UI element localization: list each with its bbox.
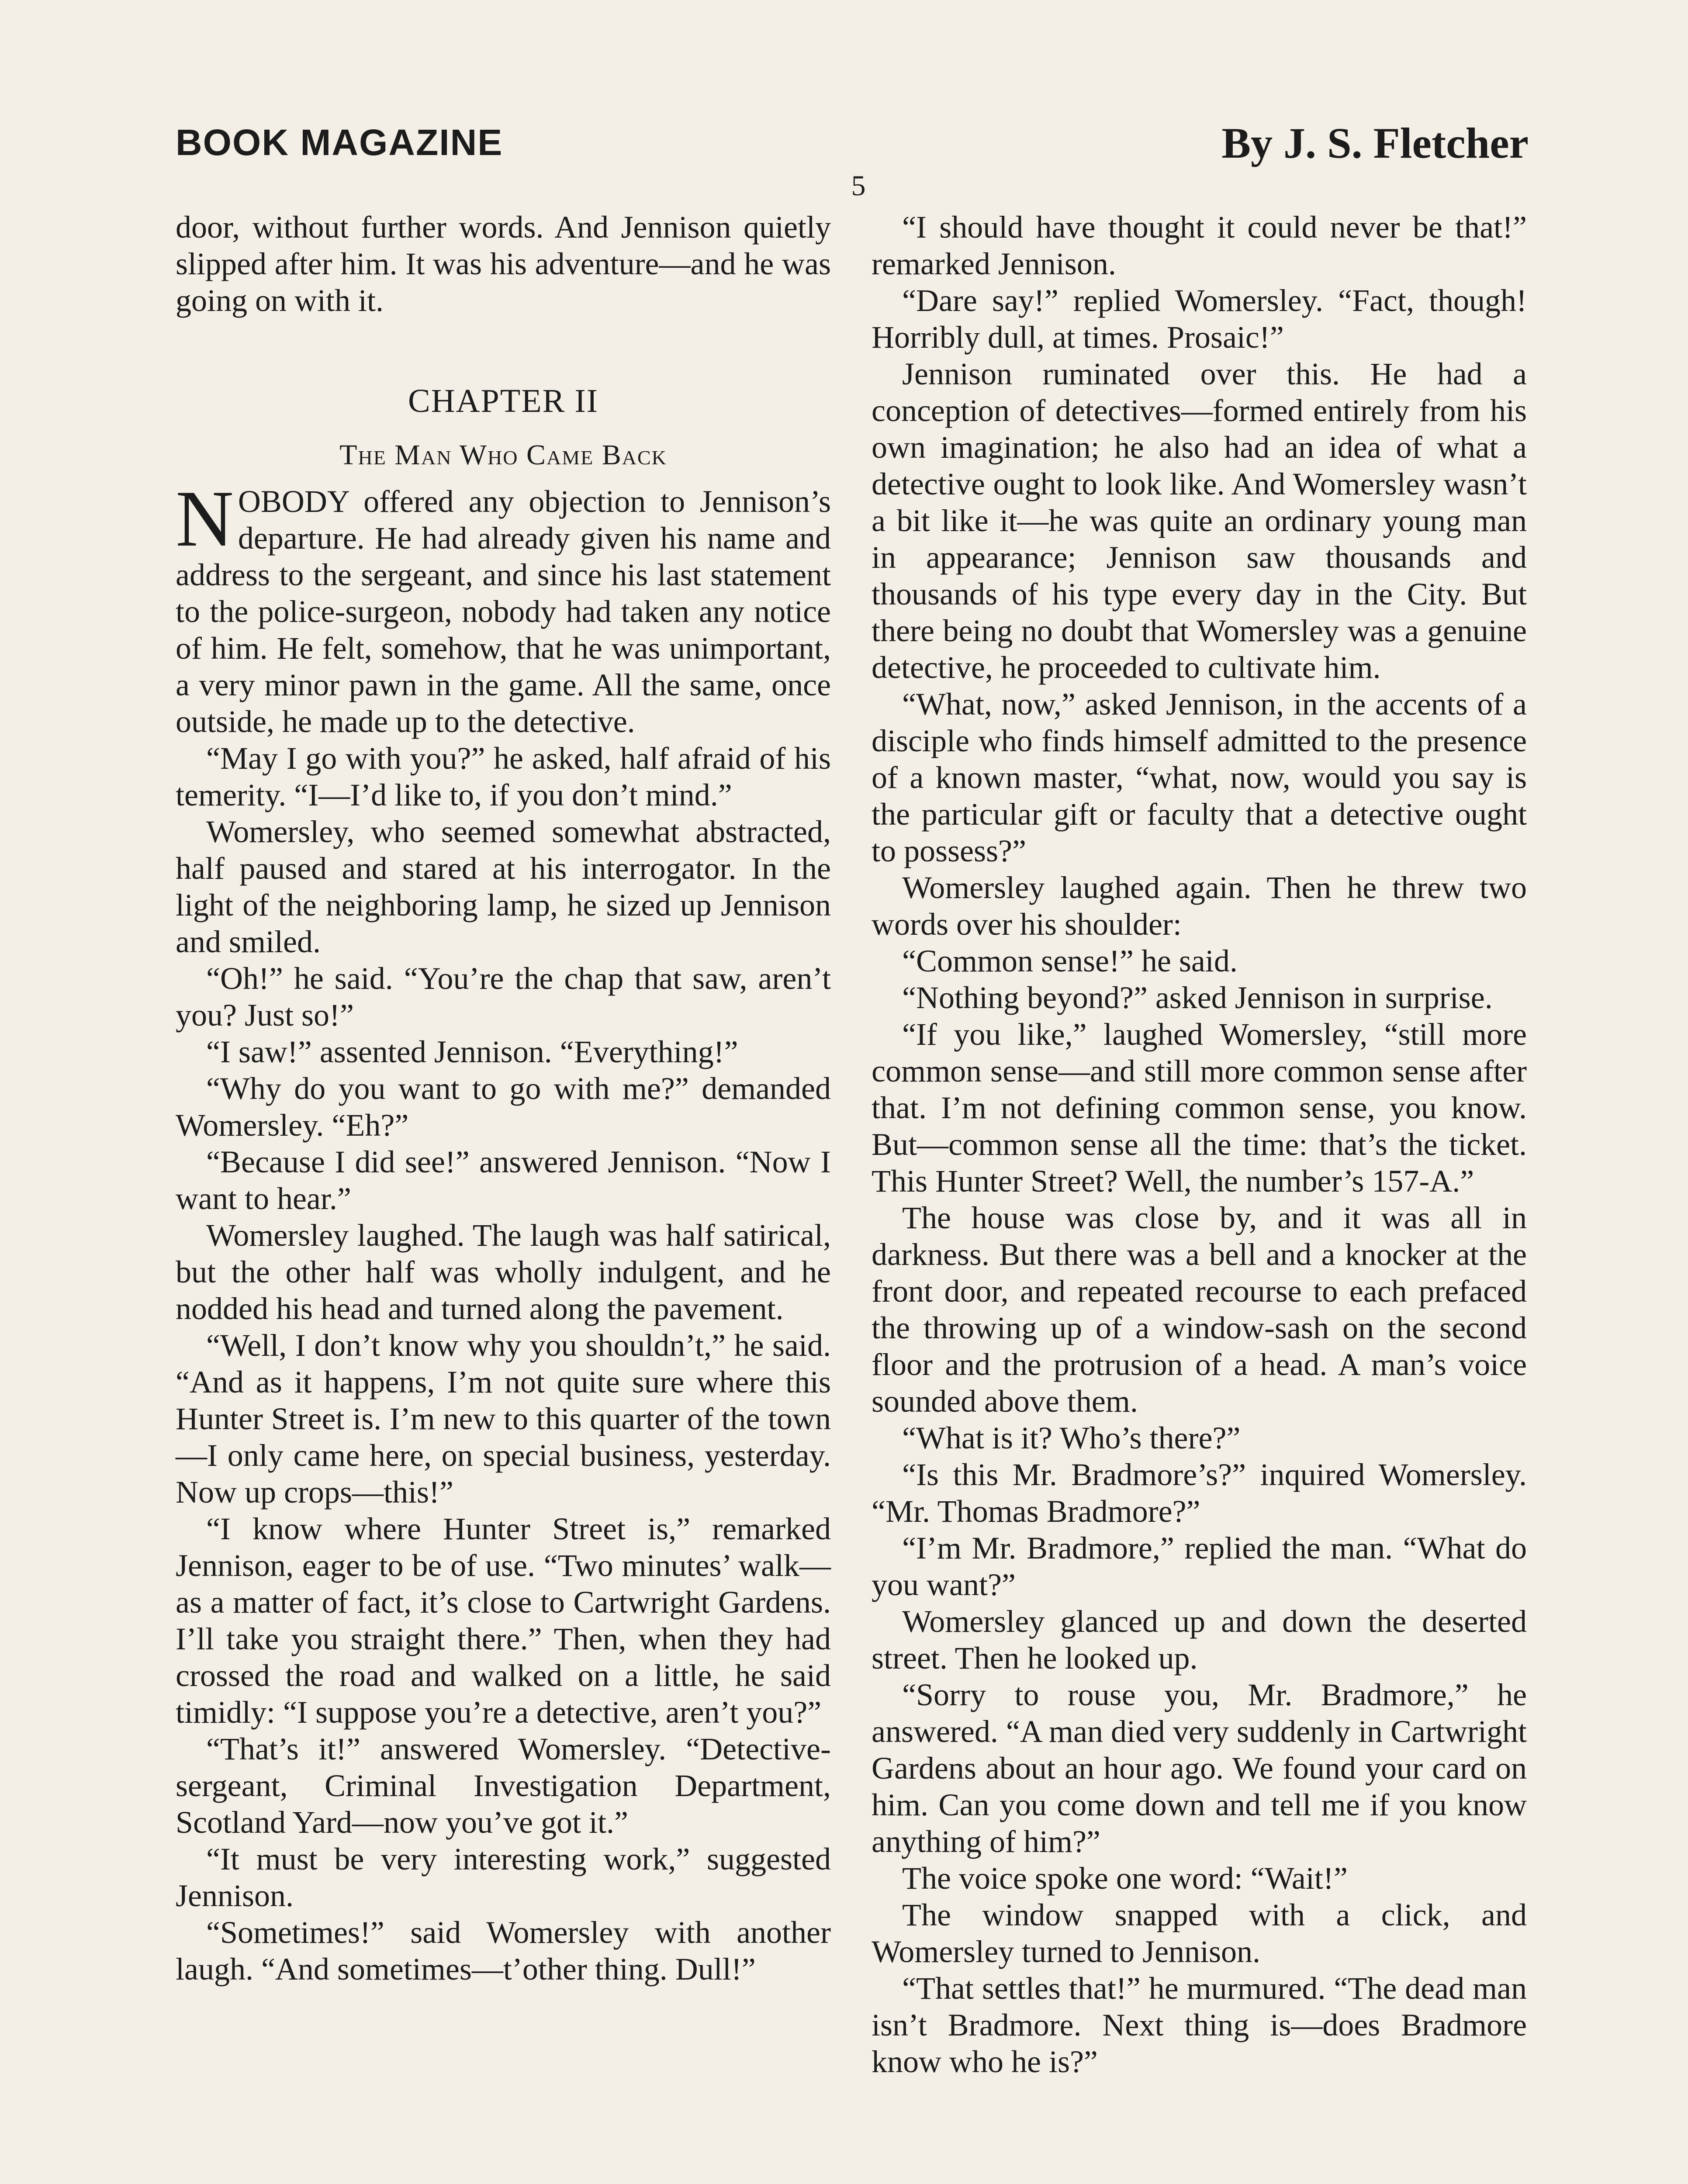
paragraph: Womersley laughed again. Then he threw two words over his shoulder: <box>872 870 1527 942</box>
paragraph: “May I go with you?” he asked, half afraid of his temerity. “I—I’d like to, if you don’t mind.” <box>176 741 831 812</box>
paragraph: “Because I did see!” answered Jennison. “Now I want to hear.” <box>176 1144 831 1216</box>
paragraph: Womersley, who seemed somewhat abstracted, half paused and stared at his interrogator. In the light of the neighboring lamp, he sized up Jennison and smiled. <box>176 814 831 959</box>
paragraph: “Nothing beyond?” asked Jennison in surprise. <box>902 980 1493 1015</box>
paragraph: “Sometimes!” said Womersley with another laugh. “And sometimes—t’other thing. Dull!” <box>176 1915 831 1987</box>
paragraph: “That settles that!” he murmured. “The dead man isn’t Bradmore. Next thing is—does Bradmore know who he is?” <box>872 1971 1527 2079</box>
paragraph: “Why do you want to go with me?” demanded Womersley. “Eh?” <box>176 1071 831 1143</box>
paragraph: “I’m Mr. Bradmore,” replied the man. “What do you want?” <box>872 1531 1527 1602</box>
opening-text: OBODY offered any objection to Jennison’s departure. He had already given his name and address to the sergeant, and since his last statement to the police-surgeon, nobody had taken any notice of him. He felt, somehow, that he was unimportant, a very minor pawn in the game. All the same, once outside, he made up to the detective. <box>176 484 831 739</box>
magazine-title: BOOK MAGAZINE <box>176 122 503 163</box>
chapter-title: The Man Who Came Back <box>339 439 667 471</box>
left-column <box>176 209 831 1987</box>
paragraph: “What, now,” asked Jennison, in the accents of a disciple who finds himself admitted to the presence of a known master, “what, now, would you say is the particular gift or faculty that a detective ought to possess?” <box>872 687 1527 868</box>
paragraph: “Is this Mr. Bradmore’s?” inquired Womersley. “Mr. Thomas Bradmore?” <box>872 1457 1527 1529</box>
paragraph: The window snapped with a click, and Womersley turned to Jennison. <box>872 1897 1527 1969</box>
paragraph: “If you like,” laughed Womersley, “still more common sense—and still more common sense after that. I’m not defining common sense, you know. But—common sense all the time: that’s the ticket. This Hunter Street? Well, the number’s 157-A.” <box>872 1017 1527 1199</box>
paragraph: “Common sense!” he said. <box>902 943 1238 978</box>
page-number: 5 <box>851 170 866 202</box>
paragraph: “I should have thought it could never be that!” remarked Jennison. <box>872 210 1527 281</box>
paragraph: Womersley glanced up and down the deserted street. Then he looked up. <box>872 1604 1527 1676</box>
paragraph: The voice spoke one word: “Wait!” <box>902 1861 1348 1896</box>
paragraph: The house was close by, and it was all in darkness. But there was a bell and a knocker at the front door, and repeated recourse to each prefaced the throwing up of a window-sash on the second floor and the protrusion of a head. A man’s voice sounded above them. <box>872 1200 1527 1419</box>
opening-paragraph <box>176 474 831 740</box>
paragraph: “It must be very interesting work,” suggested Jennison. <box>176 1842 831 1913</box>
paragraph: “Well, I don’t know why you shouldn’t,” he said. “And as it happens, I’m not quite sure where this Hunter Street is. I’m new to this quarter of the town—I only came here, on special business, yesterday. Now up crops—this!” <box>176 1328 831 1510</box>
paragraph: “That’s it!” answered Womersley. “Detective-sergeant, Criminal Investigation Department, Scotland Yard—now you’ve got it.” <box>176 1731 831 1840</box>
paragraph: Womersley laughed. The laugh was half satirical, but the other half was wholly indulgent, and he nodded his head and turned along the pavement. <box>176 1218 831 1326</box>
chapter-heading: CHAPTER II <box>408 383 598 419</box>
paragraph: Jennison ruminated over this. He had a conception of detectives—formed entirely from his own imagination; he also had an idea of what a detective ought to look like. And Womersley wasn’t a bit like it—he was quite an ordinary young man in appearance; Jennison saw thousands and thousands of his type every day in the City. But there being no doubt that Womersley was a genuine detective, he proceeded to cultivate him. <box>872 356 1527 685</box>
paragraph: “Sorry to rouse you, Mr. Bradmore,” he answered. “A man died very suddenly in Cartwright Gardens about an hour ago. We found your card on him. Can you come down and tell me if you know anything of him?” <box>872 1677 1527 1859</box>
paragraph: “What is it? Who’s there?” <box>902 1420 1241 1455</box>
right-column <box>872 209 1527 2080</box>
paragraph: “I know where Hunter Street is,” remarked Jennison, eager to be of use. “Two minutes’ walk—as a matter of fact, it’s close to Cartwright Gardens. I’ll take you straight there.” Then, when they had crossed the road and walked on a little, he said timidly: “I suppose you’re a detective, aren’t you?” <box>176 1511 831 1730</box>
paragraph: “Oh!” he said. “You’re the chap that saw, aren’t you? Just so!” <box>176 961 831 1033</box>
drop-cap: N <box>176 474 234 563</box>
paragraph: “I saw!” assented Jennison. “Everything!” <box>206 1034 738 1069</box>
paragraph: “Dare say!” replied Womersley. “Fact, though! Horribly dull, at times. Prosaic!” <box>872 283 1527 355</box>
author-byline: By J. S. Fletcher <box>1221 119 1529 167</box>
continued-paragraph: door, without further words. And Jennison quietly slipped after him. It was his adventure—and he was going on with it. <box>176 210 831 318</box>
